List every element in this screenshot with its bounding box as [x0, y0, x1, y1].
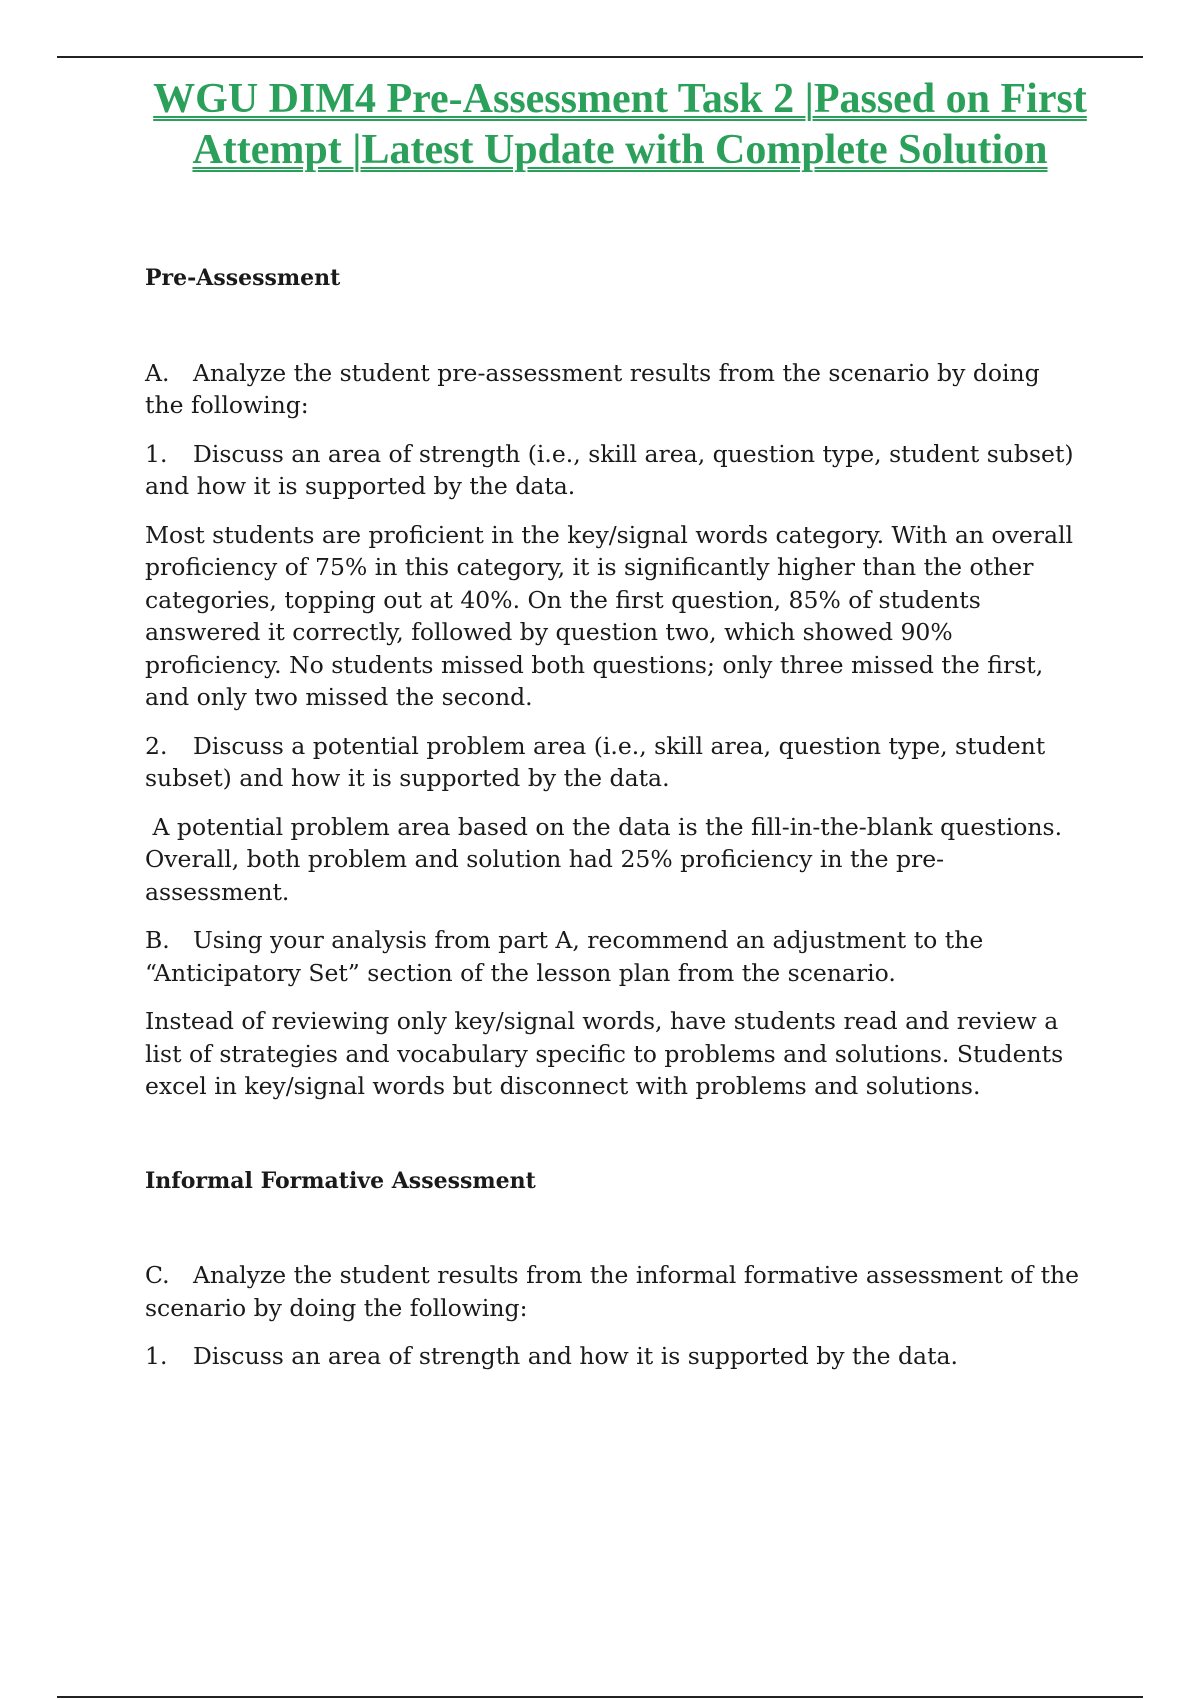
question-a2-label: 2.: [145, 731, 168, 760]
bottom-rule: [57, 1696, 1143, 1698]
document-title: WGU DIM4 Pre-Assessment Task 2 |Passed on First Attempt |Latest Update with Complete Solution: [153, 76, 1087, 173]
part-c-text: Analyze the student results from the informal formative assessment of the scenario by doing the following:: [145, 1261, 1080, 1322]
part-c-prompt: [145, 1259, 1080, 1324]
part-a-text: Analyze the student pre-assessment results from the scenario by doing the following:: [145, 358, 1040, 419]
document-body: [145, 262, 1080, 1373]
section-heading-pre-assessment: Pre-Assessment: [145, 265, 341, 291]
question-a2-text: Discuss a potential problem area (i.e., skill area, question type, student subset) and how it is supported by the data.: [145, 731, 1046, 792]
part-b-prompt: [145, 924, 1080, 989]
part-a-label: A.: [145, 358, 170, 387]
answer-a2: A potential problem area based on the data is the fill-in-the-blank questions. Overall, both problem and solution had 25% proficiency in the pre-assessment.: [145, 812, 1070, 906]
top-rule: [57, 56, 1143, 58]
question-a1: [145, 438, 1080, 503]
question-a1-text: Discuss an area of strength (i.e., skill area, question type, student subset) and how it is supported by the data.: [145, 439, 1074, 500]
question-c1: [145, 1340, 1080, 1373]
question-a1-label: 1.: [145, 439, 168, 468]
question-a2: [145, 730, 1080, 795]
answer-a1: Most students are proficient in the key/signal words category. With an overall proficiency of 75% in this category, it is significantly higher than the other categories, topping out at 40%. On the first question, 85% of students answered it correctly, followed by question two, which showed 90% proficiency. No students missed both questions; only three missed the first, and only two missed the second.: [145, 520, 1074, 711]
part-b-text: Using your analysis from part A, recommend an adjustment to the “Anticipatory Set” section of the lesson plan from the scenario.: [145, 926, 984, 987]
part-b-label: B.: [145, 926, 170, 954]
part-a-prompt: [145, 357, 1080, 422]
question-c1-label: 1.: [145, 1342, 168, 1370]
question-c1-text: Discuss an area of strength and how it is supported by the data.: [193, 1342, 958, 1370]
section-heading-informal-formative: Informal Formative Assessment: [145, 1167, 536, 1194]
part-c-label: C.: [145, 1261, 170, 1289]
answer-b: Instead of reviewing only key/signal words, have students read and review a list of strategies and vocabulary specific to problems and solutions. Students excel in key/signal words but disconnect with problems and solutions.: [145, 1007, 1064, 1100]
